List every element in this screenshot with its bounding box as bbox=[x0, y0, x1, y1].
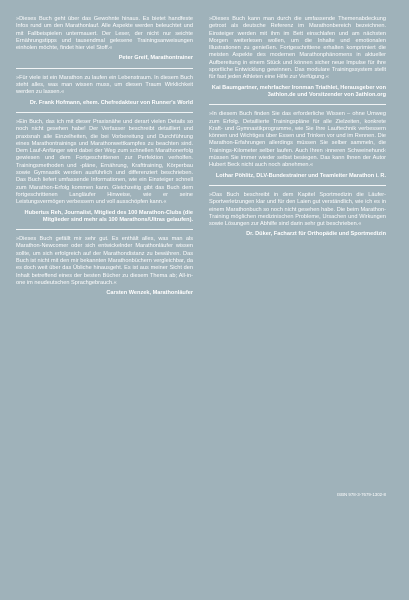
review-quote bbox=[16, 16, 193, 63]
divider bbox=[16, 229, 193, 230]
left-column bbox=[16, 16, 193, 298]
review-quote bbox=[16, 119, 193, 224]
barcode-area bbox=[209, 492, 386, 497]
quote-attribution: Lothar Pöhlitz, DLV-Bundestrainer und Teamleiter Marathon i. R. bbox=[215, 172, 386, 179]
quote-attribution: Peter Greif, Marathontrainer bbox=[118, 55, 193, 62]
review-quote bbox=[209, 192, 386, 239]
quote-text: »Für viele ist ein Marathon zu laufen ein Lebenstraum. In diesem Buch steht alles, was man wissen muss, um diesen Traum Wirklichkeit werden zu lassen.« bbox=[16, 74, 193, 96]
isbn-number: ISBN 978-3-7679-1302-8 bbox=[336, 492, 386, 497]
quote-attribution: Kai Baumgartner, mehrfacher Ironman Triathlet, Herausgeber von 3athlon.de und Vorsitzender von 3athlon.org bbox=[211, 84, 386, 98]
quote-text: »Dieses Buch gefällt mir sehr gut. Es enthält alles, was man als Marathon-Newcomer oder sich entwickelnder Marathonläufer wissen sollte, um sich erfolgreich auf der Marathondistanz zu bewähren. Das Buch ist nicht mit den mir bekannten Marathonbüchern vergleichbar, da es doch weit über das Übliche hinausgeht. Es ist aus meiner Sicht den Inhalt betreffend eines der besten Bücher zu diesem Thema ab; All-in-one im neudeutschen Sprachgebrauch.« bbox=[16, 236, 193, 286]
quote-attribution: Hubertus Reh, Journalist, Mitglied des 100 Marathon-Clubs (die Mitglieder sind mehr als 100 Marathons/Ultras gelaufen). bbox=[24, 209, 193, 223]
divider bbox=[209, 104, 386, 105]
quote-attribution: Dr. Frank Hofmann, ehem. Chefredakteur von Runner's World bbox=[29, 99, 193, 106]
review-quote bbox=[209, 111, 386, 180]
review-quote bbox=[209, 16, 386, 99]
quote-text: »In diesem Buch finden Sie das erforderliche Wissen – ohne Umweg zum Erfolg. Detaillierte Trainingspläne für alle Zielzeiten, konkrete Kraft- und Gymnastikprogramme, wie Sie Ihre Lauftechnik verbessern können und Wichtiges über Essen und Trinken vor und im Rennen. Die Marathon-Erfahrungen allerdings müssen Sie selber sammeln, die Trainings-Kilometer selber laufen. Auch Ihren ›inneren Schweinehund‹ müssen Sie immer wieder selbst besiegen. Das kann Ihnen der Autor Hubert Beck nicht auch noch abnehmen.« bbox=[209, 111, 386, 169]
quote-text: »Dieses Buch geht über das Gewohnte hinaus. Es bietet handfeste Infos rund um den Marathonlauf. Alle Aspekte werden beleuchtet und mit Fallbeispielen untermauert. Der Leser, der nicht nur seichte Ernährungstipps und tausendmal gelesene Trainingsanweisungen einholen möchte, findet hier viel Stoff.« bbox=[16, 16, 193, 52]
quote-text: »Das Buch beschreibt in dem Kapitel Sportmedizin die Läufer-Sportverletzungen klar und für den Laien gut verständlich, wie ich es in einem Marathonbuch so noch nicht gesehen habe. Die beim Marathon-Training möglichen medizinischen Probleme, Ursachen und Wirkungen sowie Lösungen zur Abhilfe sind darin sehr gut beschrieben.« bbox=[209, 191, 386, 228]
divider bbox=[16, 68, 193, 69]
review-quote bbox=[16, 236, 193, 297]
quote-text: »Dieses Buch kann man durch die umfassende Themenabdeckung getrost als deutsche Referenz im Marathonbereich bezeichnen. Einsteiger werden mit ihm im Bett einschlafen und am nächsten Morgen weiterlesen wollen, um die Inhalte und emotionalen Illustrationen zu genießen. Fortgeschrittene erhalten komprimiert die meisten Aspekte des modernen Marathonphänomens in aktueller Aufbereitung in einem Stück und können sicher neue Impulse für ihre sportliche Entwicklung gewinnen. Das modulare Trainingssystem stellt für fast jeden Athleten eine Hilfe zur Verfügung.« bbox=[209, 16, 386, 81]
quote-attribution: Carsten Wenzek, Marathonläufer bbox=[106, 290, 193, 297]
divider bbox=[16, 112, 193, 113]
divider bbox=[209, 185, 386, 186]
quote-attribution: Dr. Düker, Facharzt für Orthopädie und Sportmedizin bbox=[246, 231, 386, 238]
review-quote bbox=[16, 75, 193, 107]
right-column bbox=[209, 16, 386, 239]
quote-text: »Ein Buch, das ich mit dieser Praxisnähe und derart vielen Details so noch nicht gesehen habe! Der Verfasser beschreibt detailliert und praxisnah alle Einzelheiten, die bei Vorbereitung und Durchführung eines Marathontrainings und Marathonwettkampfes zu beachten sind. Dem Lauf-Anfänger wird dabei der Weg zum schnellen Marathonerfolg gewiesen und dem Fortgeschrittenen zur Perfektion verholfen. Trainingsmethoden und -pläne, Ernährung, Krafttraining, Körperbau sowie Gymnastik werden ausführlich und differenziert beschrieben. Das Buch liefert umfassende Informationen, wie ein Einsteiger schnell zum Marathon-Erfolg kommen kann. Gleichzeitig gibt das Buch dem fortgeschrittenen Langläufer Hinweise, wie er seine Leistungsvermögen verbessern und voll ausschöpfen kann.« bbox=[16, 118, 193, 206]
